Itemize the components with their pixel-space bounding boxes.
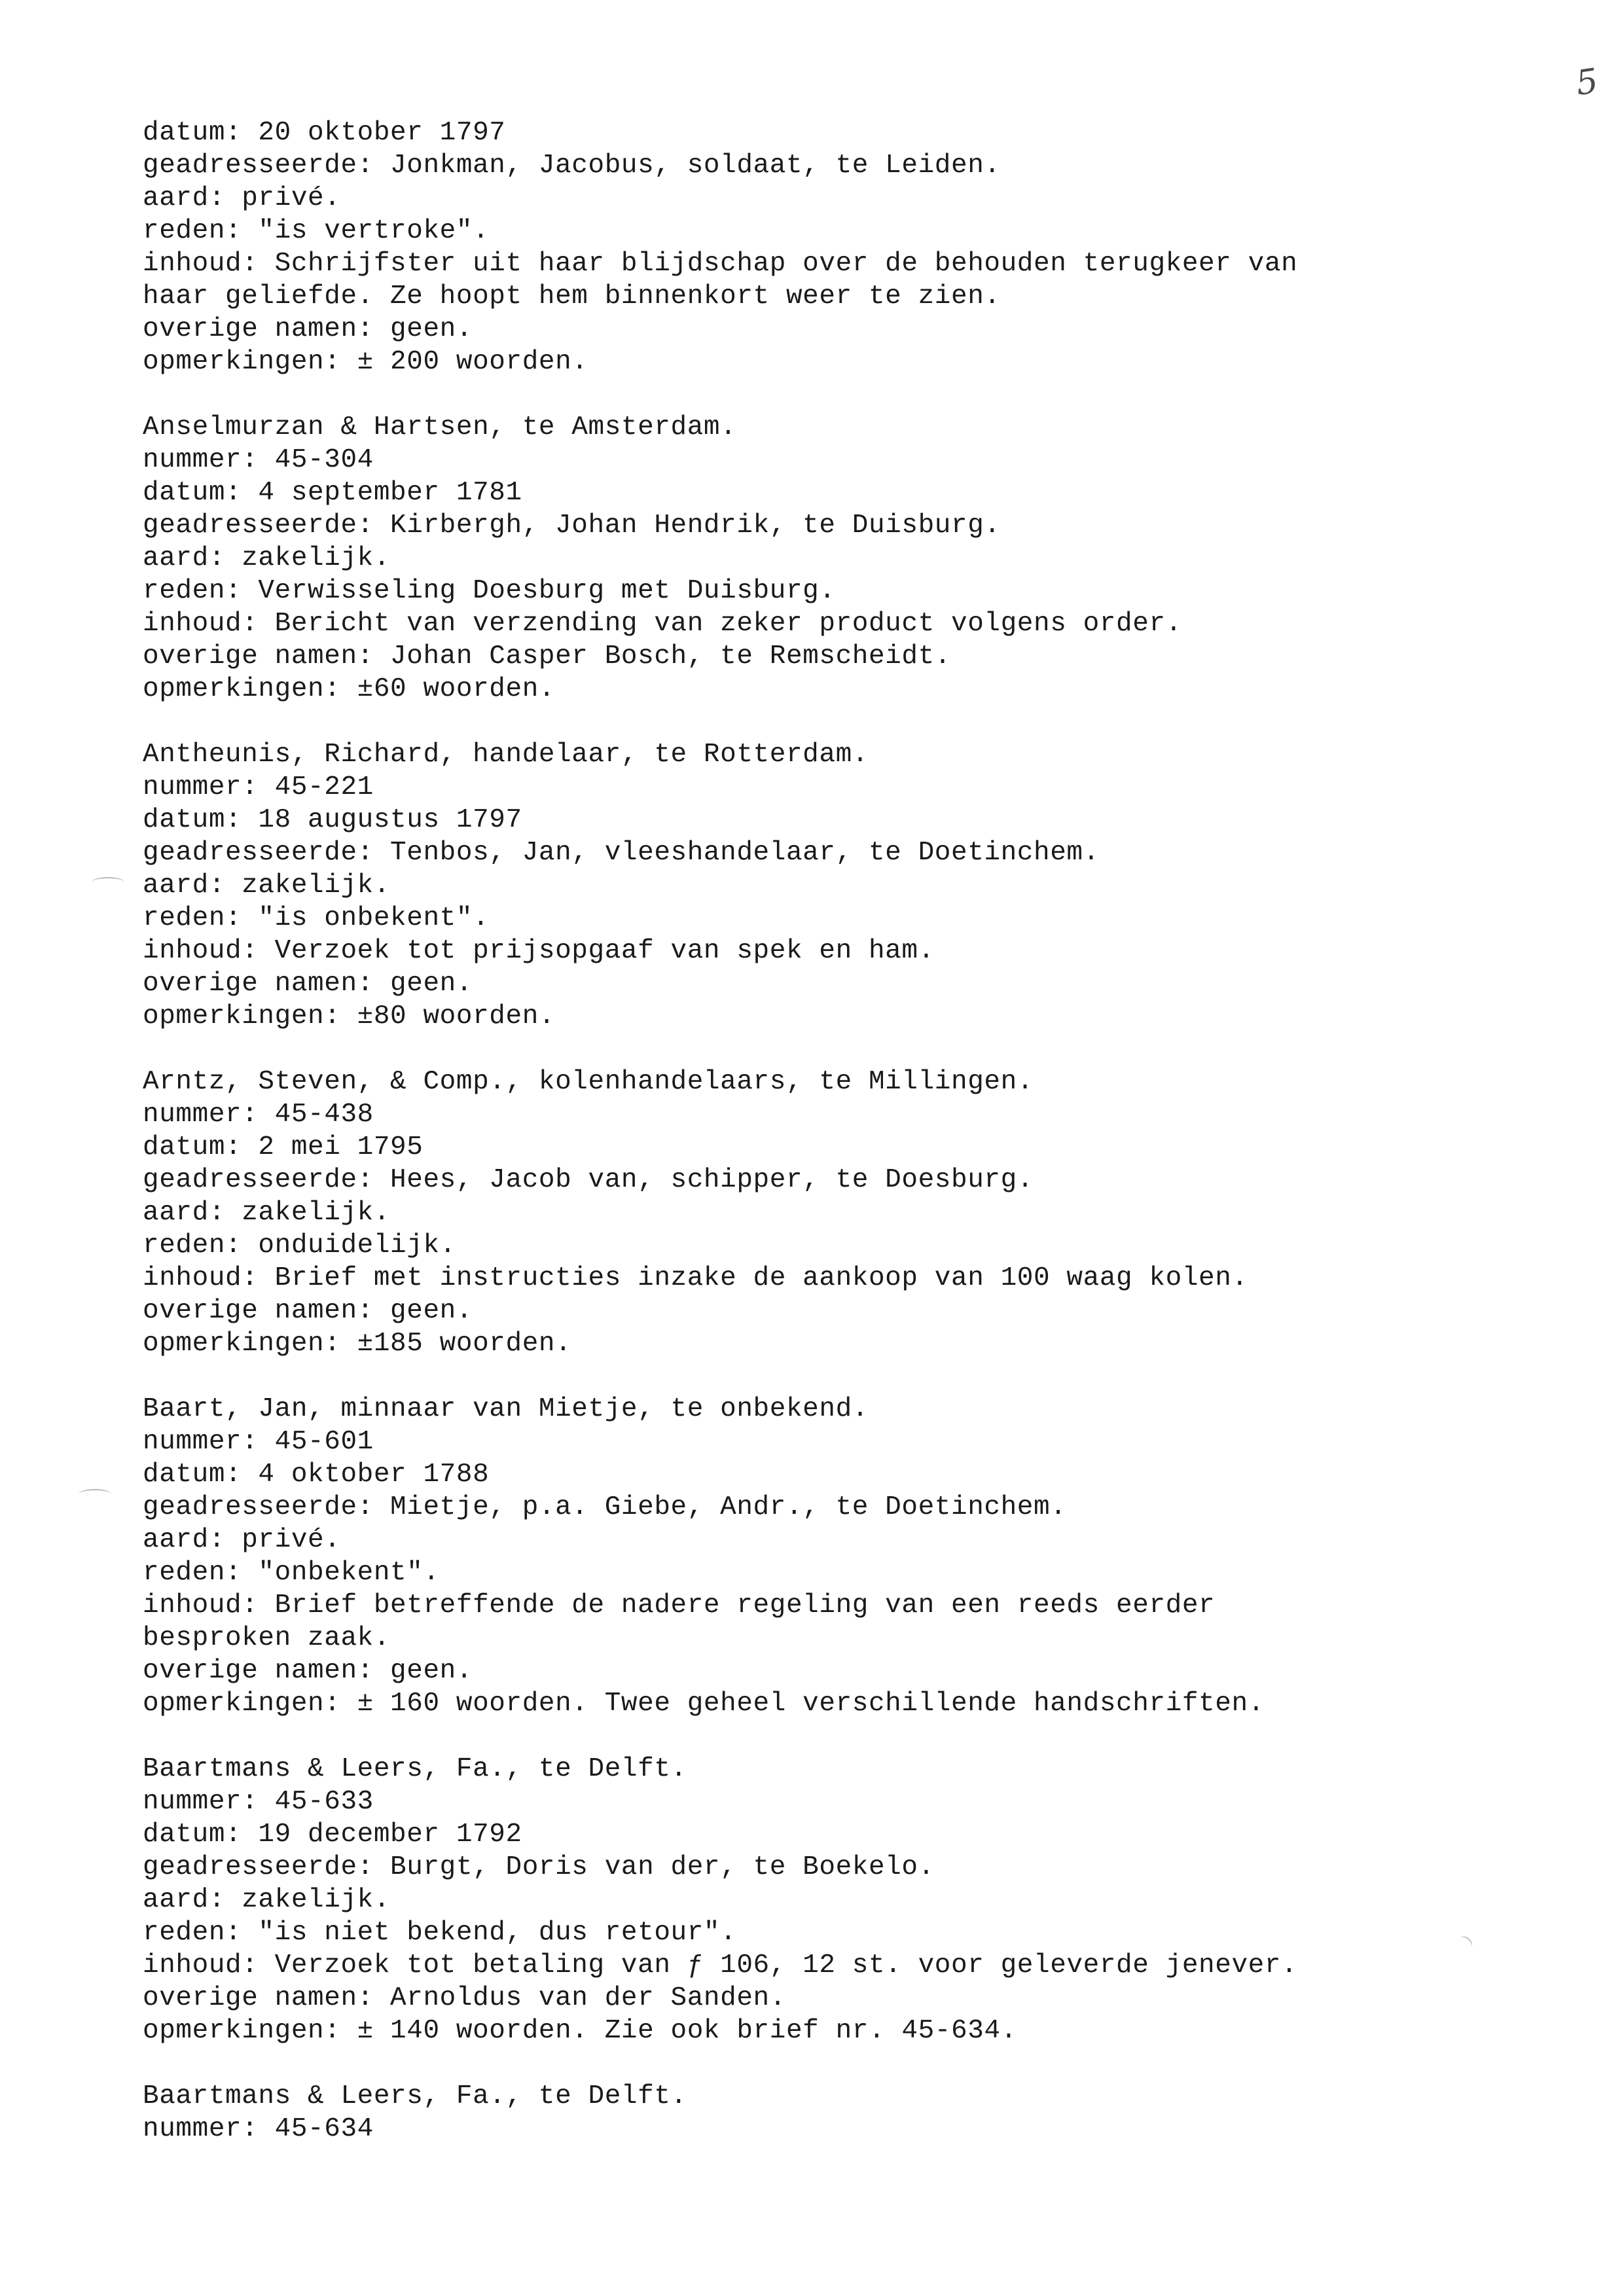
record-entry	[143, 2080, 1570, 2145]
page-number: 5	[1573, 61, 1601, 104]
document-body	[143, 117, 1570, 2178]
record-line: opmerkingen: ± 160 woorden. Twee geheel verschillende handschriften.	[143, 1689, 1265, 1719]
record-line: besproken zaak.	[143, 1623, 391, 1653]
record-line: overige namen: geen.	[143, 1656, 473, 1686]
record-entry	[143, 1753, 1570, 2047]
record-entry	[143, 1393, 1570, 1720]
record-line: Anselmurzan & Hartsen, te Amsterdam.	[143, 412, 737, 442]
record-line: overige namen: geen.	[143, 1296, 473, 1326]
record-line: overige namen: Arnoldus van der Sanden.	[143, 1983, 786, 2013]
record-line: opmerkingen: ±185 woorden.	[143, 1329, 572, 1359]
record-line: datum: 4 oktober 1788	[143, 1460, 490, 1490]
record-line: opmerkingen: ± 200 woorden.	[143, 347, 588, 377]
record-line: reden: "is onbekent".	[143, 903, 490, 933]
record-line: datum: 18 augustus 1797	[143, 805, 522, 835]
record-line: inhoud: Verzoek tot prijsopgaaf van spek en ham.	[143, 936, 935, 966]
record-line: opmerkingen: ±80 woorden.	[143, 1001, 556, 1031]
record-line: datum: 2 mei 1795	[143, 1132, 424, 1162]
record-line: opmerkingen: ±60 woorden.	[143, 674, 556, 704]
record-line: aard: zakelijk.	[143, 1198, 391, 1228]
record-line: inhoud: Verzoek tot betaling van ƒ 106, 12 st. voor geleverde jenever.	[143, 1950, 1298, 1981]
record-line: nummer: 45-601	[143, 1427, 374, 1457]
record-line: aard: zakelijk.	[143, 1885, 391, 1915]
record-line: reden: "is vertroke".	[143, 216, 490, 246]
record-line: aard: privé.	[143, 183, 341, 213]
record-line: geadresseerde: Tenbos, Jan, vleeshandelaar, te Doetinchem.	[143, 838, 1100, 868]
record-line: geadresseerde: Burgt, Doris van der, te Boekelo.	[143, 1852, 935, 1882]
record-line: Arntz, Steven, & Comp., kolenhandelaars, te Millingen.	[143, 1067, 1034, 1097]
record-line: haar geliefde. Ze hoopt hem binnenkort weer te zien.	[143, 281, 1001, 312]
record-line: aard: zakelijk.	[143, 870, 391, 901]
record-line: nummer: 45-633	[143, 1787, 374, 1817]
record-entry	[143, 1066, 1570, 1360]
record-line: geadresseerde: Jonkman, Jacobus, soldaat, te Leiden.	[143, 151, 1001, 181]
record-line: inhoud: Schrijfster uit haar blijdschap over de behouden terugkeer van	[143, 249, 1298, 279]
record-line: Baartmans & Leers, Fa., te Delft.	[143, 1754, 687, 1784]
record-entry	[143, 738, 1570, 1033]
record-line: geadresseerde: Hees, Jacob van, schipper, te Doesburg.	[143, 1165, 1034, 1195]
record-line: Baart, Jan, minnaar van Mietje, te onbekend.	[143, 1394, 869, 1424]
record-line: overige namen: geen.	[143, 969, 473, 999]
record-line: geadresseerde: Kirbergh, Johan Hendrik, te Duisburg.	[143, 511, 1001, 541]
record-line: overige namen: Johan Casper Bosch, te Remscheidt.	[143, 641, 951, 672]
record-line: nummer: 45-438	[143, 1100, 374, 1130]
record-entry	[143, 117, 1570, 378]
record-line: inhoud: Brief met instructies inzake de aankoop van 100 waag kolen.	[143, 1263, 1248, 1293]
record-line: geadresseerde: Mietje, p.a. Giebe, Andr., te Doetinchem.	[143, 1492, 1067, 1522]
record-line: nummer: 45-304	[143, 445, 374, 475]
record-line: datum: 4 september 1781	[143, 478, 522, 508]
record-line: opmerkingen: ± 140 woorden. Zie ook brief nr. 45-634.	[143, 2016, 1017, 2046]
record-line: reden: Verwisseling Doesburg met Duisburg.	[143, 576, 836, 606]
record-line: inhoud: Brief betreffende de nadere regeling van een reeds eerder	[143, 1590, 1216, 1621]
record-line: aard: privé.	[143, 1525, 341, 1555]
record-line: Antheunis, Richard, handelaar, te Rotterdam.	[143, 740, 869, 770]
record-entry	[143, 411, 1570, 706]
record-line: reden: "onbekent".	[143, 1558, 440, 1588]
scan-mark	[92, 877, 124, 888]
record-line: datum: 20 oktober 1797	[143, 118, 506, 148]
record-line: datum: 19 december 1792	[143, 1820, 522, 1850]
record-line: overige namen: geen.	[143, 314, 473, 344]
record-line: Baartmans & Leers, Fa., te Delft.	[143, 2081, 687, 2111]
record-line: reden: "is niet bekend, dus retour".	[143, 1918, 737, 1948]
record-line: nummer: 45-221	[143, 772, 374, 802]
record-line: nummer: 45-634	[143, 2114, 374, 2144]
record-line: aard: zakelijk.	[143, 543, 391, 573]
record-line: inhoud: Bericht van verzending van zeker product volgens order.	[143, 609, 1182, 639]
record-line: reden: onduidelijk.	[143, 1230, 456, 1261]
scan-mark	[79, 1489, 111, 1499]
